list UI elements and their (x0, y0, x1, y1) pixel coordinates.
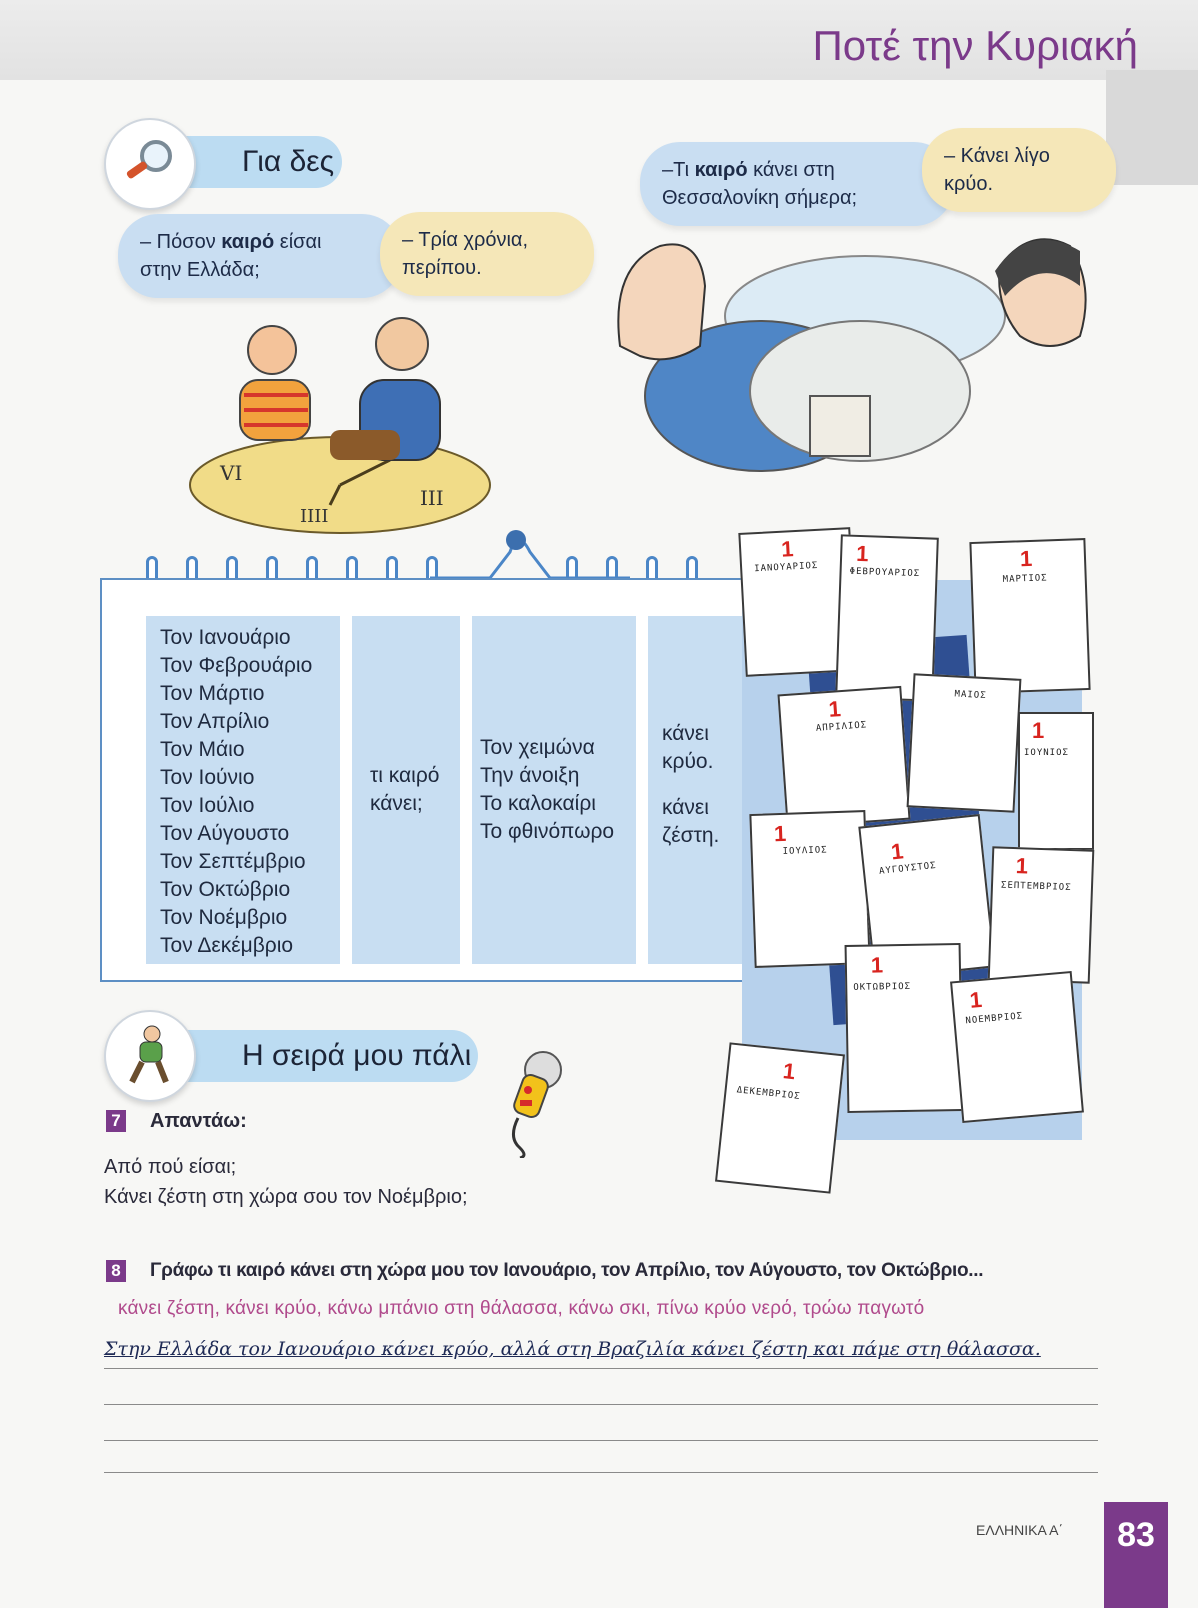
exercise-7-title: Απαντάω: (150, 1110, 247, 1132)
exercise-8-example-answer: Στην Ελλάδα τον Ιανουάριο κάνει κρύο, αλλά στη Βραζιλία κάνει ζέστη και πάμε στη θάλασσα. (104, 1338, 1041, 1360)
answer-column (648, 616, 742, 964)
month-label: Τον Σεπτέμβριο (160, 850, 306, 873)
question-column (352, 616, 460, 964)
calendar-page-january: 1 ΙΑΝΟΥΑΡΙΟΣ (738, 527, 857, 677)
page-number: 83 (1117, 1516, 1155, 1554)
month-label: Τον Ιούλιο (160, 794, 255, 817)
section-header-seira-mou (150, 1030, 478, 1082)
calendar-page-december: 1 ΔΕΚΕΜΒΡΙΟΣ (715, 1042, 845, 1193)
book-title: ΕΛΛΗΝΙΚΑ Α΄ (976, 1522, 1064, 1538)
speech-bubble-answer-1: – Τρία χρόνια, περίπου. (380, 212, 594, 296)
season-label: Το καλοκαίρι (480, 792, 596, 815)
month-label: Τον Μάρτιο (160, 682, 265, 705)
month-label: Τον Φεβρουάριο (160, 654, 313, 677)
svg-text:III: III (420, 486, 444, 510)
calendar-page-november: 1 ΝΟΕΜΒΡΙΟΣ (950, 971, 1084, 1123)
calendar-page-august: 1 ΑΥΓΟΥΣΤΟΣ (858, 814, 995, 980)
calendar-page-april: 1 ΑΠΡΙΛΙΟΣ (777, 686, 910, 828)
question-text: κάνει; (370, 792, 423, 815)
header-side-block (1106, 70, 1198, 185)
month-label: Τον Ιούνιο (160, 766, 255, 789)
speech-bubble-question-1: – Πόσον καιρό είσαι στην Ελλάδα; (118, 214, 402, 298)
microphone-icon (498, 1048, 568, 1158)
month-label: Τον Αύγουστο (160, 822, 290, 845)
calendar-page-february: 1 ΦΕΒΡΟΥΑΡΙΟΣ (835, 534, 939, 701)
calendar-page-march: 1 ΜΑΡΤΙΟΣ (969, 538, 1090, 694)
calendar-page-june: 1 ΙΟΥΝΙΟΣ (1018, 712, 1094, 850)
month-label: Τον Οκτώβριο (160, 878, 291, 901)
thessaloniki-weather-illustration (610, 226, 1110, 486)
seasons-column (472, 616, 636, 964)
exercise-8-title: Γράφω τι καιρό κάνει στη χώρα μου τον Ιανουάριο, τον Απρίλιο, τον Αύγουστο, τον Οκτώβριο... (150, 1260, 984, 1281)
season-label: Την άνοιξη (480, 764, 580, 787)
month-label: Τον Ιανουάριο (160, 626, 291, 649)
question-text: τι καιρό (370, 764, 440, 787)
magnifier-icon (104, 118, 196, 210)
question-line: Από πού είσαι; (104, 1156, 237, 1178)
svg-text:VI: VI (220, 461, 243, 485)
person-icon (104, 1010, 196, 1102)
exercise-number-badge: 7 (106, 1110, 126, 1132)
svg-text:IIII: IIII (300, 506, 329, 527)
calendar-page-september: 1 ΣΕΠΤΕΜΒΡΙΟΣ (988, 846, 1095, 983)
calendar-page-may: ΜΑΙΟΣ (907, 673, 1022, 812)
clock-men-illustration (180, 300, 500, 540)
section-title: Για δες (242, 145, 335, 178)
exercise-8-hint: κάνει ζέστη, κάνει κρύο, κάνω μπάνιο στη θάλασσα, κάνω σκι, πίνω κρύο νερό, τρώω παγωτό (118, 1298, 925, 1319)
answer-text: κρύο. (662, 750, 714, 773)
answer-text: ζέστη. (662, 824, 720, 847)
page-number-box (1104, 1502, 1168, 1608)
month-label: Τον Μάιο (160, 738, 245, 761)
month-label: Τον Δεκέμβριο (160, 934, 294, 957)
month-label: Τον Απρίλιο (160, 710, 270, 733)
writing-line (104, 1368, 1098, 1369)
writing-line (104, 1404, 1098, 1405)
month-label: Τον Νοέμβριο (160, 906, 288, 929)
page-title: Ποτέ την Κυριακή (812, 22, 1138, 69)
season-label: Τον χειμώνα (480, 736, 595, 759)
months-column (146, 616, 340, 964)
answer-text: κάνει (662, 796, 709, 819)
calendar-hanger (420, 522, 640, 582)
speech-bubble-answer-2: – Κάνει λίγο κρύο. (922, 128, 1116, 212)
writing-line (104, 1440, 1098, 1441)
exercise-number-badge: 8 (106, 1260, 126, 1282)
season-label: Το φθινόπωρο (480, 820, 615, 843)
calendar-table (100, 578, 744, 982)
exercise-7-questions (104, 1152, 468, 1212)
section-title: Η σειρά μου πάλι (242, 1039, 472, 1072)
writing-line (104, 1472, 1098, 1473)
calendar-page-july: 1 ΙΟΥΛΙΟΣ (749, 810, 870, 968)
question-line: Κάνει ζέστη στη χώρα σου τον Νοέμβριο; (104, 1186, 468, 1208)
calendar-page-october: 1 ΟΚΤΩΒΡΙΟΣ (845, 943, 964, 1113)
answer-text: κάνει (662, 722, 709, 745)
speech-bubble-question-2: –Τι καιρό κάνει στη Θεσσαλονίκη σήμερα; (640, 142, 954, 226)
